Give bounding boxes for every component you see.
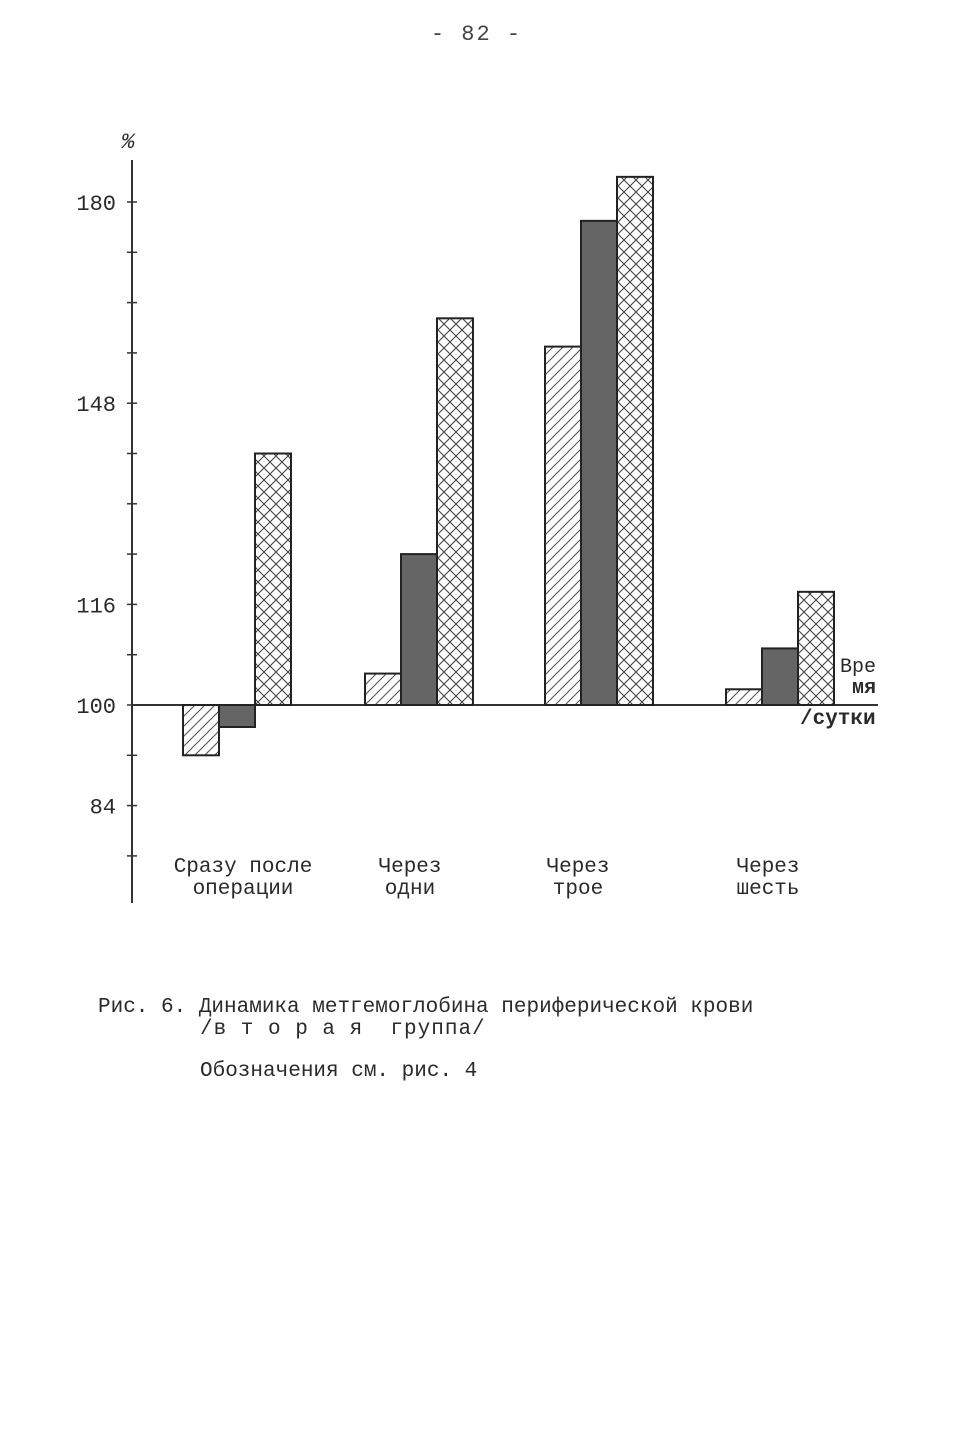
category-label: одни [384,878,436,901]
bar-hatched-4 [726,689,762,705]
y-axis-label: % [121,130,135,155]
x-axis-label: Вре [840,656,877,679]
bar-hatched-1 [183,705,219,755]
bar-crosshatched-3 [617,177,653,705]
x-axis-label: мя [852,677,877,700]
bar-crosshatched-2 [437,318,473,705]
y-tick-label: 84 [89,795,116,821]
category-label: операции [192,878,294,901]
category-label: Через [736,856,800,879]
category-label: Через [378,856,442,879]
y-tick-label: 148 [76,393,116,419]
category-label: Через [546,856,610,879]
y-tick-label: 180 [76,192,116,217]
bar-crosshatched-1 [255,454,291,706]
figure-caption: Рис. 6. Динамика метгемоглобина периферической крови [98,996,754,1019]
bar-dark-4 [762,648,798,705]
figure-caption-group: /в т о р а я группа/ [200,1018,486,1041]
bar-dark-1 [219,705,255,727]
page-number: - 82 - [430,22,523,47]
category-label: Сразу после [173,856,313,879]
x-axis-unit-label: /сутки [800,708,876,731]
bar-dark-2 [401,554,437,705]
bar-dark-3 [581,221,617,705]
bar-hatched-3 [545,347,581,705]
y-tick-label: 100 [76,695,116,720]
category-label: трое [552,878,604,901]
category-label: шесть [736,878,800,901]
bar-crosshatched-4 [798,592,834,705]
bar-hatched-2 [365,674,401,705]
y-tick-label: 116 [76,594,116,620]
figure-caption-legend-note: Обозначения см. рис. 4 [200,1060,478,1083]
